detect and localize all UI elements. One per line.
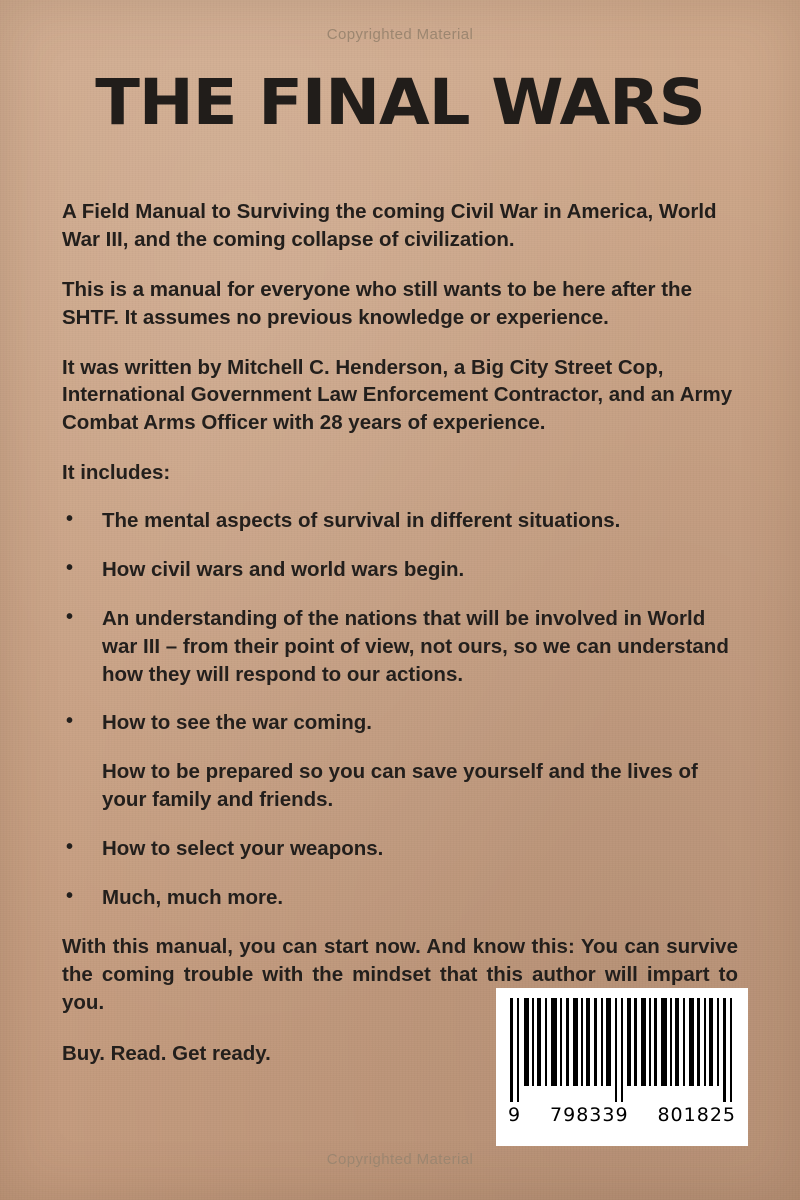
list-item-text: The mental aspects of survival in different situations. <box>102 509 621 532</box>
barcode <box>496 988 748 1146</box>
feature-list <box>62 507 738 912</box>
list-item <box>62 507 738 535</box>
list-item <box>62 758 738 814</box>
book-title: THE FINAL WARS <box>95 66 705 139</box>
copyright-notice-bottom: Copyrighted Material <box>326 1151 474 1168</box>
list-item-text: An understanding of the nations that will be involved in World war III – from their point of view, not ours, so we can understand how they will respond to our actions. <box>102 606 729 686</box>
list-item <box>62 556 738 584</box>
barcode-bars-icon <box>506 998 738 1102</box>
copyright-notice-top: Copyrighted Material <box>326 26 474 43</box>
blurb-content <box>62 198 738 1068</box>
blurb-paragraph-3: It was written by Mitchell C. Henderson, a Big City Street Cop, International Government Law Enforcement Contractor, and an Army Combat Arms Officer with 28 years of experience. <box>62 355 733 435</box>
call-to-action: Buy. Read. Get ready. <box>62 1041 271 1065</box>
list-item-text: How to see the war coming. <box>102 711 372 735</box>
list-item-text: How civil wars and world wars begin. <box>102 557 465 581</box>
isbn-group-two: 801825 <box>657 1104 736 1126</box>
list-item <box>62 605 738 689</box>
isbn-lead-digit: 9 <box>508 1104 522 1126</box>
list-item <box>62 835 738 863</box>
blurb-paragraph-1: A Field Manual to Surviving the coming Civil War in America, World War III, and the coming collapse of civilization. <box>62 200 717 251</box>
isbn-digits <box>506 1102 738 1126</box>
list-item <box>62 884 738 912</box>
closing-paragraph: With this manual, you can start now. And know this: You can survive the coming trouble with the mindset that this author will impart to you. <box>62 934 738 1015</box>
blurb-paragraph-2: This is a manual for everyone who still wants to be here after the SHTF. It assumes no previous knowledge or experience. <box>62 277 692 329</box>
isbn-group-one: 798339 <box>550 1104 629 1126</box>
list-item <box>62 709 738 737</box>
list-item-text: Much, much more. <box>102 885 284 909</box>
list-item-text: How to be prepared so you can save yourself and the lives of your family and friends. <box>102 760 698 812</box>
blurb-includes-label: It includes: <box>62 461 171 485</box>
list-item-text: How to select your weapons. <box>102 837 384 860</box>
